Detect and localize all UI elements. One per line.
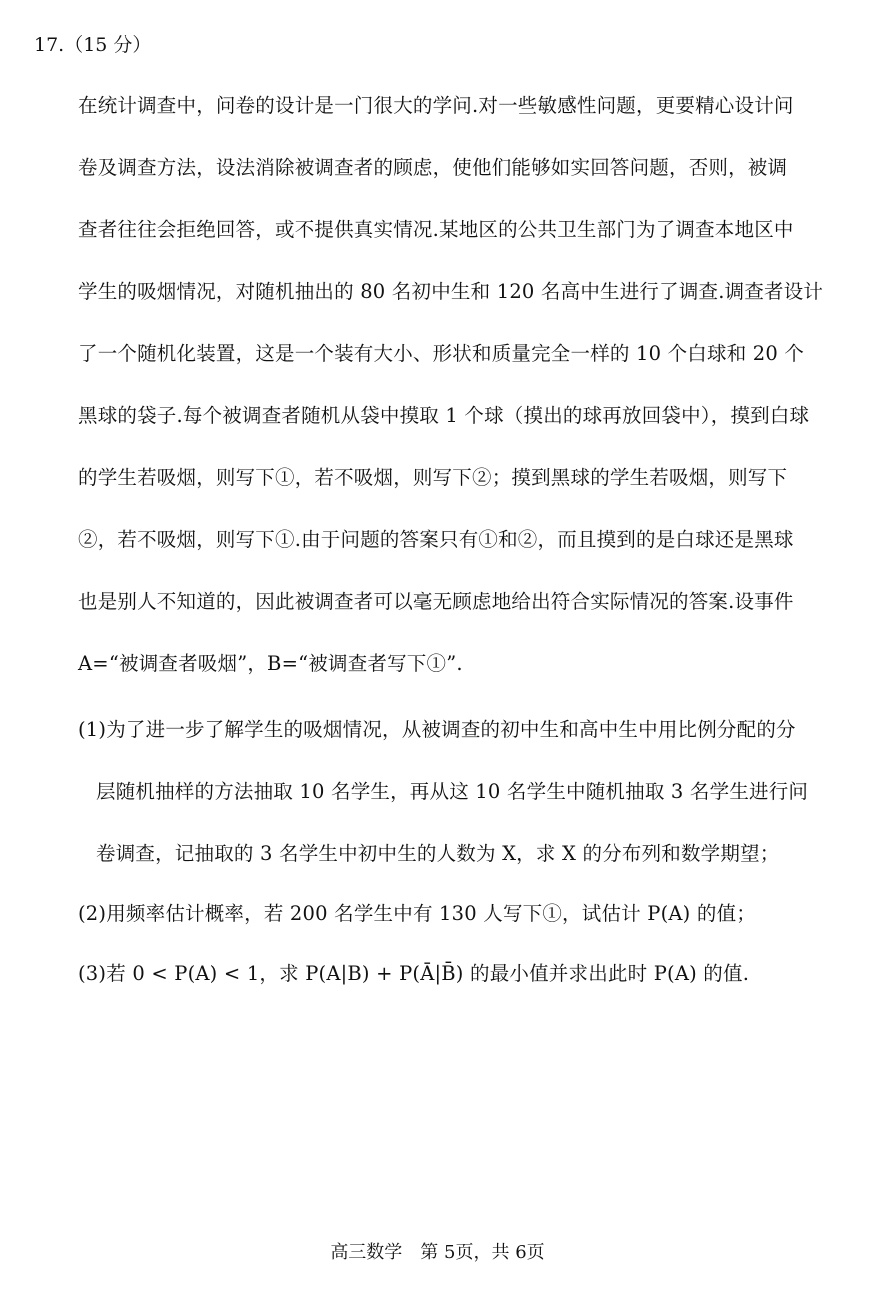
question-header: 17.（15 分） bbox=[34, 34, 152, 56]
part-1-line-2: 层随机抽样的方法抽取 10 名学生，再从这 10 名学生中随机抽取 3 名学生进行问 bbox=[96, 780, 809, 803]
part-1-line-1: (1)为了进一步了解学生的吸烟情况，从被调查的初中生和高中生中用比例分配的分 bbox=[78, 718, 796, 741]
paragraph-line-8: ②，若不吸烟，则写下①.由于问题的答案只有①和②，而且摸到的是白球还是黑球 bbox=[78, 528, 794, 551]
paragraph-line-4: 学生的吸烟情况，对随机抽出的 80 名初中生和 120 名高中生进行了调查.调查者设计 bbox=[78, 280, 824, 303]
paragraph-line-6: 黑球的袋子.每个被调查者随机从袋中摸取 1 个球（摸出的球再放回袋中），摸到白球 bbox=[78, 404, 810, 427]
paragraph-line-1: 在统计调查中，问卷的设计是一门很大的学问.对一些敏感性问题，更要精心设计问 bbox=[78, 94, 794, 117]
paragraph-line-10: A=“被调查者吸烟”，B=“被调查者写下①”. bbox=[78, 652, 463, 675]
page-footer: 高三数学 第 5页，共 6页 bbox=[330, 1242, 545, 1263]
part-1-line-3: 卷调查，记抽取的 3 名学生中初中生的人数为 X，求 X 的分布列和数学期望； bbox=[96, 842, 780, 865]
part-2: (2)用频率估计概率，若 200 名学生中有 130 人写下①，试估计 P(A) 的值； bbox=[78, 902, 756, 925]
paragraph-line-2: 卷及调查方法，设法消除被调查者的顾虑，使他们能够如实回答问题，否则，被调 bbox=[78, 156, 788, 179]
paragraph-line-3: 查者往往会拒绝回答，或不提供真实情况.某地区的公共卫生部门为了调查本地区中 bbox=[78, 218, 794, 241]
paragraph-line-7: 的学生若吸烟，则写下①，若不吸烟，则写下②；摸到黑球的学生若吸烟，则写下 bbox=[78, 466, 788, 489]
paragraph-line-5: 了一个随机化装置，这是一个装有大小、形状和质量完全一样的 10 个白球和 20 个 bbox=[78, 342, 805, 365]
paragraph-line-9: 也是别人不知道的，因此被调查者可以毫无顾虑地给出符合实际情况的答案.设事件 bbox=[78, 590, 794, 613]
part-3: (3)若 0 < P(A) < 1，求 P(A|B) + P(Ā|B̄) 的最小值并求出此时 P(A) 的值. bbox=[78, 962, 750, 985]
